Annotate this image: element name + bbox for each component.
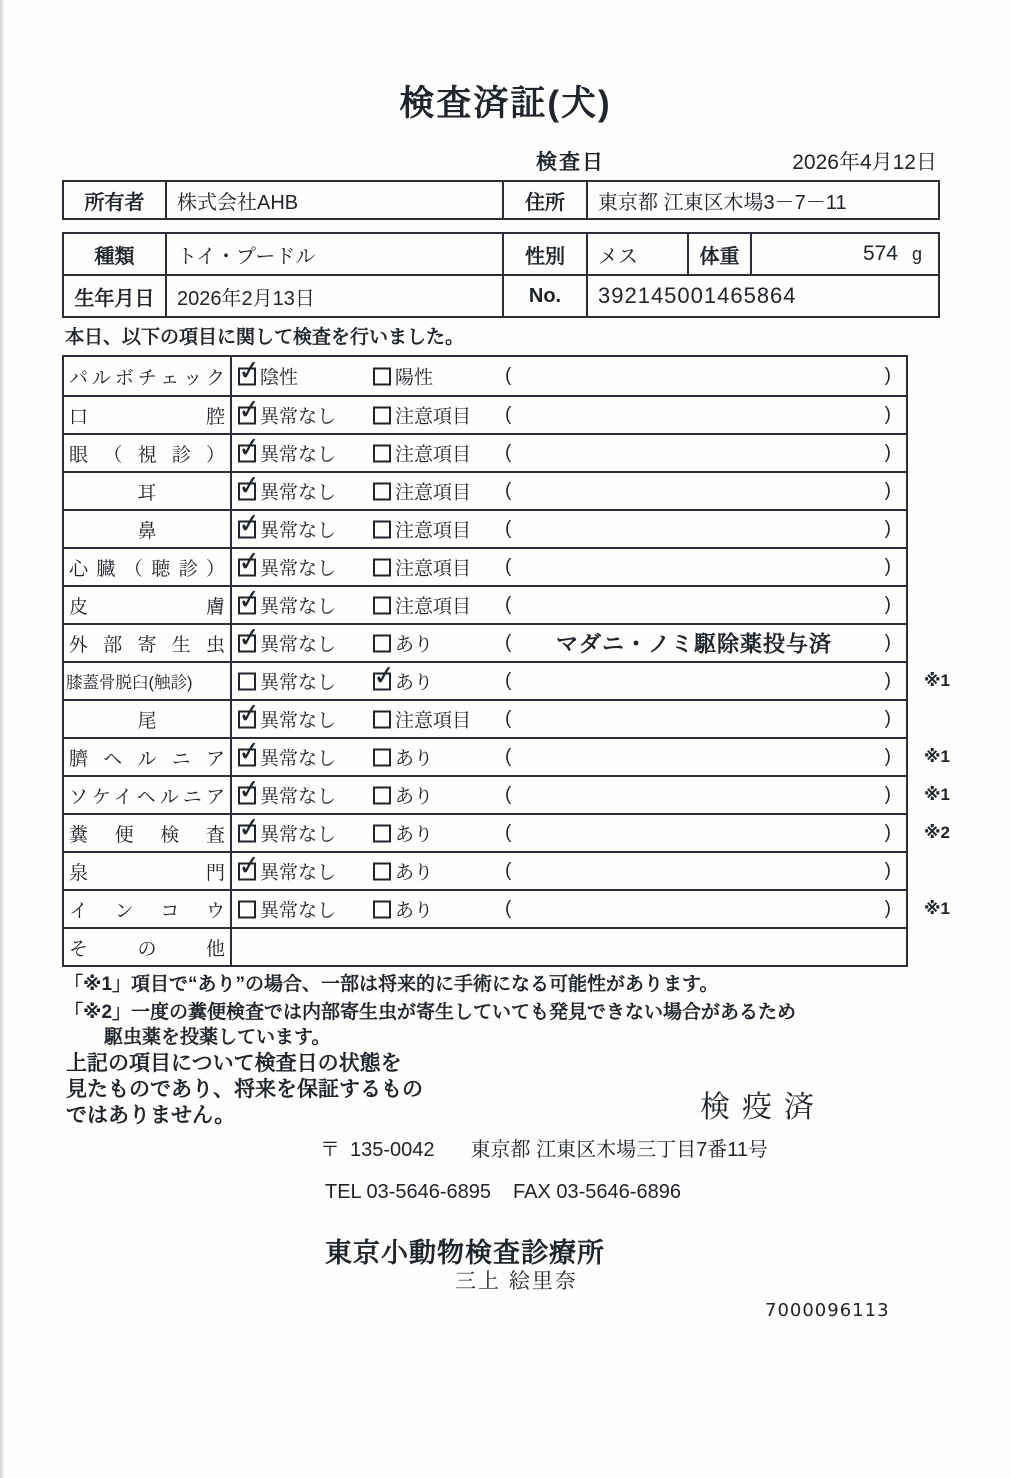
birthdate-value: 2026年2月13日 <box>165 276 502 316</box>
checkbox-icon <box>373 863 391 881</box>
option-1-label: 異常なし <box>260 786 337 808</box>
option-2-label: あり <box>395 900 434 922</box>
checkbox-icon <box>236 507 263 540</box>
paren-close: ) <box>884 898 891 919</box>
option-2-label: 注意項目 <box>395 444 472 466</box>
checklist-row <box>64 735 950 775</box>
paren-close: ) <box>884 822 891 843</box>
disclaimer-text <box>66 1051 423 1129</box>
checklist-row <box>64 623 906 661</box>
option-2 <box>373 858 433 885</box>
checkbox-icon <box>373 445 391 463</box>
sex-value: メス <box>586 234 687 274</box>
checkbox-icon <box>373 368 391 386</box>
checkbox-icon <box>373 559 391 577</box>
option-2-label: あり <box>395 786 434 808</box>
disclaimer-line-3: ではありません。 <box>66 1104 236 1127</box>
option-1-label: 異常なし <box>260 558 337 580</box>
option-1 <box>238 896 336 923</box>
checklist-row <box>64 927 906 965</box>
footnote-marker: ※1 <box>924 671 950 690</box>
checklist-row-label: その他 <box>64 929 232 965</box>
option-2 <box>373 402 471 429</box>
option-1-label: 異常なし <box>260 634 337 656</box>
paren-open: ( <box>505 708 512 729</box>
option-1 <box>236 697 337 733</box>
owner-label: 所有者 <box>84 191 145 214</box>
checkbox-icon <box>236 583 263 616</box>
option-2 <box>373 820 433 847</box>
option-2 <box>373 630 433 657</box>
option-2-label: 陽性 <box>395 367 434 389</box>
option-2-label: あり <box>395 824 434 846</box>
option-2 <box>373 363 433 390</box>
option-1-label: 異常なし <box>260 406 337 428</box>
paren-close: ) <box>884 365 891 386</box>
checklist-row-content <box>232 735 906 775</box>
paren-open: ( <box>505 746 512 767</box>
checklist-row <box>64 811 950 851</box>
checklist-row-label: 膝蓋骨脱臼(触診) <box>64 663 232 699</box>
checkmark-icon: ✓ <box>371 659 398 692</box>
option-2 <box>373 896 433 923</box>
postal-code: 135-0042 <box>350 1139 435 1161</box>
paren-open: ( <box>505 365 512 386</box>
checklist-row-content <box>232 621 906 661</box>
checkbox-icon <box>373 407 391 425</box>
type-label: 種類 <box>94 245 135 268</box>
checkmark-icon: ✓ <box>236 393 263 426</box>
checkmark-icon: ✓ <box>236 583 263 616</box>
weight-unit: g <box>911 243 922 264</box>
type-value: トイ・プードル <box>165 234 502 274</box>
pet-row-1 <box>64 234 938 274</box>
option-2 <box>371 659 434 695</box>
checkmark-icon: ✓ <box>236 773 263 806</box>
checklist-row <box>64 659 950 699</box>
address-label: 住所 <box>502 182 586 218</box>
checkmark-icon: ✓ <box>236 849 263 882</box>
option-1 <box>238 668 336 695</box>
option-1 <box>236 621 337 657</box>
paren-open: ( <box>505 822 512 843</box>
intro-text: 本日、以下の項目に関して検査を行いました。 <box>65 327 465 348</box>
option-2 <box>373 744 433 771</box>
paren-open: ( <box>505 670 512 691</box>
paren-close: ) <box>884 860 891 881</box>
checkmark-icon: ✓ <box>236 545 263 578</box>
checklist-row-label: 鼻 <box>64 511 232 547</box>
checkmark-icon: ✓ <box>236 735 263 768</box>
paren-close: ) <box>884 404 891 425</box>
paren-open: ( <box>505 480 512 501</box>
checklist-row-label: 臍ヘルニア <box>64 739 232 775</box>
option-1 <box>236 354 299 390</box>
option-1-label: 異常なし <box>260 862 337 884</box>
checkbox-icon <box>236 545 263 578</box>
option-2-label: あり <box>395 748 434 770</box>
checklist-row-content <box>232 659 906 699</box>
pet-row-2 <box>64 274 938 316</box>
footnote-marker: ※1 <box>924 747 950 766</box>
option-2-label: 注意項目 <box>395 710 472 732</box>
option-1-label: 異常なし <box>260 748 337 770</box>
paren-close: ) <box>884 670 891 691</box>
paren-open: ( <box>505 556 512 577</box>
checkmark-icon: ✓ <box>236 469 263 502</box>
paren-open: ( <box>505 898 512 919</box>
paren-open: ( <box>505 442 512 463</box>
paren-open: ( <box>505 784 512 805</box>
checklist-row-content <box>232 431 906 471</box>
checklist-row-label: 口腔 <box>64 397 232 433</box>
checklist-row <box>64 395 906 433</box>
checkbox-icon <box>373 825 391 843</box>
exam-date-label: 検査日 <box>536 151 605 174</box>
checklist-row-label: 心臓（聴診） <box>64 549 232 585</box>
option-2 <box>373 706 471 733</box>
option-1-label: 異常なし <box>260 482 337 504</box>
pet-table <box>62 232 940 318</box>
checklist-row-label: 眼（視診） <box>64 435 232 471</box>
disclaimer-line-2: 見たものであり、将来を保証するもの <box>66 1078 423 1101</box>
option-2-label: 注意項目 <box>395 406 472 428</box>
owner-value: 株式会社AHB <box>165 182 502 218</box>
paren-open: ( <box>505 860 512 881</box>
option-2-label: あり <box>395 862 434 884</box>
veterinarian-name: 三上 絵里奈 <box>455 1270 578 1293</box>
footnote-2-cont: 駆虫薬を投薬しています。 <box>104 1027 331 1048</box>
paren-close: ) <box>884 442 891 463</box>
clinic-postal-line <box>320 1133 768 1162</box>
checklist-row-content <box>232 469 906 509</box>
checklist-row-content <box>232 697 906 737</box>
option-2-label: 注意項目 <box>395 558 472 580</box>
option-1-label: 陰性 <box>260 367 299 389</box>
checkbox-icon <box>236 811 263 844</box>
paren-close: ) <box>884 594 891 615</box>
option-2 <box>373 440 471 467</box>
option-1 <box>236 773 337 809</box>
option-2 <box>373 782 433 809</box>
footnote-marker: ※2 <box>924 823 950 842</box>
owner-row <box>64 182 938 218</box>
document-number: 7000096113 <box>765 1300 890 1321</box>
checklist-row-content <box>232 545 906 585</box>
footnote-marker: ※1 <box>924 785 950 804</box>
birthdate-label: 生年月日 <box>74 287 155 310</box>
checkbox-icon <box>373 635 391 653</box>
option-1 <box>236 469 337 505</box>
option-1 <box>236 431 337 467</box>
clinic-name: 東京小動物検査診療所 <box>325 1238 605 1268</box>
option-1 <box>236 811 337 847</box>
checkmark-icon: ✓ <box>236 354 263 387</box>
option-2-label: あり <box>395 672 434 694</box>
checkbox-icon <box>238 901 256 919</box>
checkbox-icon <box>373 597 391 615</box>
paren-close: ) <box>884 632 891 653</box>
exam-date-value: 2026年4月12日 <box>792 151 937 174</box>
weight-value <box>750 234 938 274</box>
checklist-row <box>64 471 906 509</box>
paren-close: ) <box>884 480 891 501</box>
option-1-label: 異常なし <box>260 596 337 618</box>
option-2 <box>373 516 471 543</box>
checklist-row-content <box>232 507 906 547</box>
option-2 <box>373 554 471 581</box>
clinic-address: 東京都 江東区木場三丁目7番11号 <box>470 1139 768 1161</box>
paren-open: ( <box>505 518 512 539</box>
checklist-row-content <box>232 849 906 889</box>
option-1 <box>236 507 337 543</box>
option-1-label: 異常なし <box>260 444 337 466</box>
checkbox-icon <box>373 711 391 729</box>
checklist-row <box>64 889 950 927</box>
checklist-row-label: 糞便検査 <box>64 815 232 851</box>
footnote-1: 「※1」項目で“あり”の場合、一部は将来的に手術になる可能性があります。 <box>64 974 719 995</box>
weight-label: 体重 <box>687 234 750 274</box>
checkbox-icon <box>373 521 391 539</box>
checkbox-icon <box>373 901 391 919</box>
checklist-row-content <box>232 773 906 813</box>
checkmark-icon: ✓ <box>236 431 263 464</box>
checklist-row-label: 外部寄生虫 <box>64 625 232 661</box>
address-value: 東京都 江東区木場3－7－11 <box>586 182 938 218</box>
clinic-telfax-line <box>325 1181 681 1204</box>
checkbox-icon <box>236 773 263 806</box>
checklist-row-label: 耳 <box>64 473 232 509</box>
option-2-label: 注意項目 <box>395 482 472 504</box>
postal-mark-icon: 〒 <box>320 1139 340 1161</box>
option-1 <box>236 583 337 619</box>
option-2 <box>373 592 471 619</box>
clinic-fax: FAX 03-5646-6896 <box>513 1181 681 1203</box>
checkbox-icon <box>373 787 391 805</box>
checklist-row-content <box>232 393 906 433</box>
option-1 <box>236 849 337 885</box>
checkbox-icon <box>373 749 391 767</box>
quarantine-stamp: 検疫済 <box>700 1091 826 1124</box>
option-2-label: 注意項目 <box>395 520 472 542</box>
checklist-row-label: ソケイヘルニア <box>64 777 232 813</box>
checklist-row <box>64 509 906 547</box>
option-1 <box>236 735 337 771</box>
paren-close: ) <box>884 556 891 577</box>
checklist-row <box>64 547 906 585</box>
sex-label: 性別 <box>502 234 586 274</box>
option-1-label: 異常なし <box>260 672 337 694</box>
option-1-label: 異常なし <box>260 520 337 542</box>
checkbox-icon <box>236 354 263 387</box>
checklist-row-label: 皮膚 <box>64 587 232 623</box>
checklist-row-content <box>232 811 906 851</box>
paren-open: ( <box>505 632 512 653</box>
checkbox-icon <box>236 621 263 654</box>
footnote-marker: ※1 <box>924 899 950 918</box>
checkbox-icon <box>238 673 256 691</box>
option-1-label: 異常なし <box>260 824 337 846</box>
paren-close: ) <box>884 518 891 539</box>
checkbox-icon <box>236 735 263 768</box>
option-1 <box>236 545 337 581</box>
checklist-row-content <box>232 891 906 927</box>
checkmark-icon: ✓ <box>236 621 263 654</box>
checkbox-icon <box>236 469 263 502</box>
option-2 <box>373 478 471 505</box>
checkmark-icon: ✓ <box>236 811 263 844</box>
option-1-label: 異常なし <box>260 900 337 922</box>
paren-close: ) <box>884 784 891 805</box>
weight-number: 574 <box>862 242 898 265</box>
option-2-label: 注意項目 <box>395 596 472 618</box>
checkmark-icon: ✓ <box>236 507 263 540</box>
checkbox-icon <box>236 849 263 882</box>
paren-open: ( <box>505 404 512 425</box>
checkbox-icon <box>236 393 263 426</box>
checklist-row <box>64 585 906 623</box>
paren-open: ( <box>505 594 512 615</box>
checklist-row <box>64 773 950 813</box>
checklist-row-label: 尾 <box>64 701 232 737</box>
option-1-label: 異常なし <box>260 710 337 732</box>
checklist-row <box>64 851 906 889</box>
checklist-row <box>64 699 906 737</box>
page-title: 検査済証(犬) <box>399 84 612 123</box>
checklist-row-label: インコウ <box>64 891 232 927</box>
checkbox-icon <box>371 659 398 692</box>
paren-close: ) <box>884 708 891 729</box>
checklist-row <box>64 354 906 395</box>
checkbox-icon <box>236 431 263 464</box>
paren-remark: マダニ・ノミ駆除薬投与済 <box>555 631 832 657</box>
option-2-label: あり <box>395 634 434 656</box>
checkmark-icon: ✓ <box>236 697 263 730</box>
checklist-row <box>64 433 906 471</box>
checklist-row-content <box>232 583 906 623</box>
checklist-row-content <box>232 354 906 395</box>
number-value: 392145001465864 <box>586 276 938 316</box>
clinic-tel: TEL 03-5646-6895 <box>325 1181 492 1203</box>
checkbox-icon <box>373 483 391 501</box>
checkbox-icon <box>236 697 263 730</box>
checklist-row-label: パルボチェック <box>64 357 232 395</box>
option-1 <box>236 393 337 429</box>
checklist-row-label: 泉門 <box>64 853 232 889</box>
checklist-table <box>62 354 950 967</box>
disclaimer-line-1: 上記の項目について検査日の状態を <box>66 1052 402 1075</box>
owner-table <box>62 180 940 220</box>
number-label: No. <box>502 276 586 316</box>
paren-close: ) <box>884 746 891 767</box>
footnote-2: 「※2」一度の糞便検査では内部寄生虫が寄生していても発見できない場合があるため <box>64 1002 797 1023</box>
